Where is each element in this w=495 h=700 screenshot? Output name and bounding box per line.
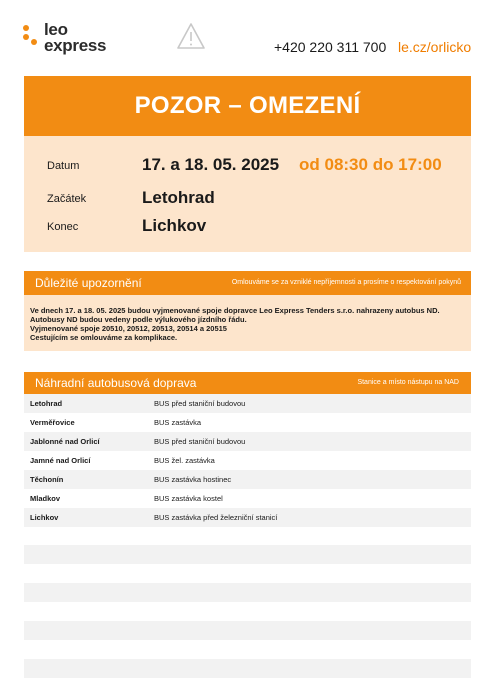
table-subtitle: Stanice a místo nástupu na NAD: [357, 379, 459, 386]
table-row: [24, 432, 471, 451]
warning-icon: [176, 22, 206, 50]
station-name: Mladkov: [30, 494, 61, 503]
station-name: Verměřovice: [30, 418, 75, 427]
table-row: [24, 451, 471, 470]
stop-location: BUS před staniční budovou: [154, 399, 246, 408]
start-label: Začátek: [47, 193, 87, 205]
hero-title: POZOR – OMEZENÍ: [134, 92, 361, 119]
stop-location: BUS zastávka před železniční stanicí: [154, 513, 278, 522]
end-label: Konec: [47, 221, 79, 233]
station-name: Letohrad: [30, 399, 63, 408]
notice-title: Důležité upozornění: [35, 276, 142, 290]
website-link[interactable]: le.cz/orlicko: [398, 39, 472, 55]
empty-row: [24, 621, 471, 640]
station-name: Jablonné nad Orlicí: [30, 437, 100, 446]
station-name: Lichkov: [30, 513, 59, 522]
table-row: [24, 470, 471, 489]
stop-location: BUS žel. zastávka: [154, 456, 215, 465]
logo-mark-icon: [22, 24, 42, 50]
empty-row: [24, 659, 471, 678]
logo-text-express: express: [44, 36, 107, 55]
stop-location: BUS zastávka hostinec: [154, 475, 232, 484]
station-name: Jamné nad Orlicí: [30, 456, 91, 465]
replacement-bus-header: [24, 372, 471, 394]
notice-line: Vyjmenované spoje 20510, 20512, 20513, 20514 a 20515: [30, 324, 227, 333]
table-row: [24, 489, 471, 508]
hero-banner: [24, 76, 471, 136]
stop-location: BUS zastávka: [154, 418, 202, 427]
time-value: od 08:30 do 17:00: [299, 155, 442, 174]
station-table: [24, 394, 471, 527]
end-value: Lichkov: [142, 216, 207, 235]
start-value: Letohrad: [142, 188, 215, 207]
stop-location: BUS zastávka kostel: [154, 494, 223, 503]
date-value: 17. a 18. 05. 2025: [142, 155, 280, 174]
notice-subtitle: Omlouváme se za vzniklé nepříjemnosti a prosíme o respektování pokynů: [231, 279, 461, 286]
phone-number: +420 220 311 700: [274, 39, 387, 55]
hero-details: [24, 136, 471, 252]
notice-text: [30, 306, 466, 342]
date-label: Datum: [47, 160, 80, 172]
table-row: [24, 413, 471, 432]
table-title: Náhradní autobusová doprava: [35, 376, 197, 390]
table-row: [24, 508, 471, 527]
notice-line: Autobusy ND budou vedeny podle výlukového jízdního řádu.: [30, 315, 247, 324]
notice-line: Ve dnech 17. a 18. 05. 2025 budou vyjmenované spoje dopravce Leo Express Tenders s.r.o. nahrazeny autobus ND.: [30, 306, 440, 315]
station-name: Těchonín: [30, 475, 64, 484]
notice-body: [24, 295, 471, 351]
notice-line: Cestujícím se omlouváme za komplikace.: [30, 333, 178, 342]
empty-row: [24, 583, 471, 602]
stop-location: BUS před staniční budovou: [154, 437, 246, 446]
table-row: [24, 394, 471, 413]
empty-row: [24, 545, 471, 564]
leo-express-logo: [22, 22, 122, 58]
notice-header: [24, 271, 471, 295]
logo-text-leo: leo: [44, 20, 68, 39]
